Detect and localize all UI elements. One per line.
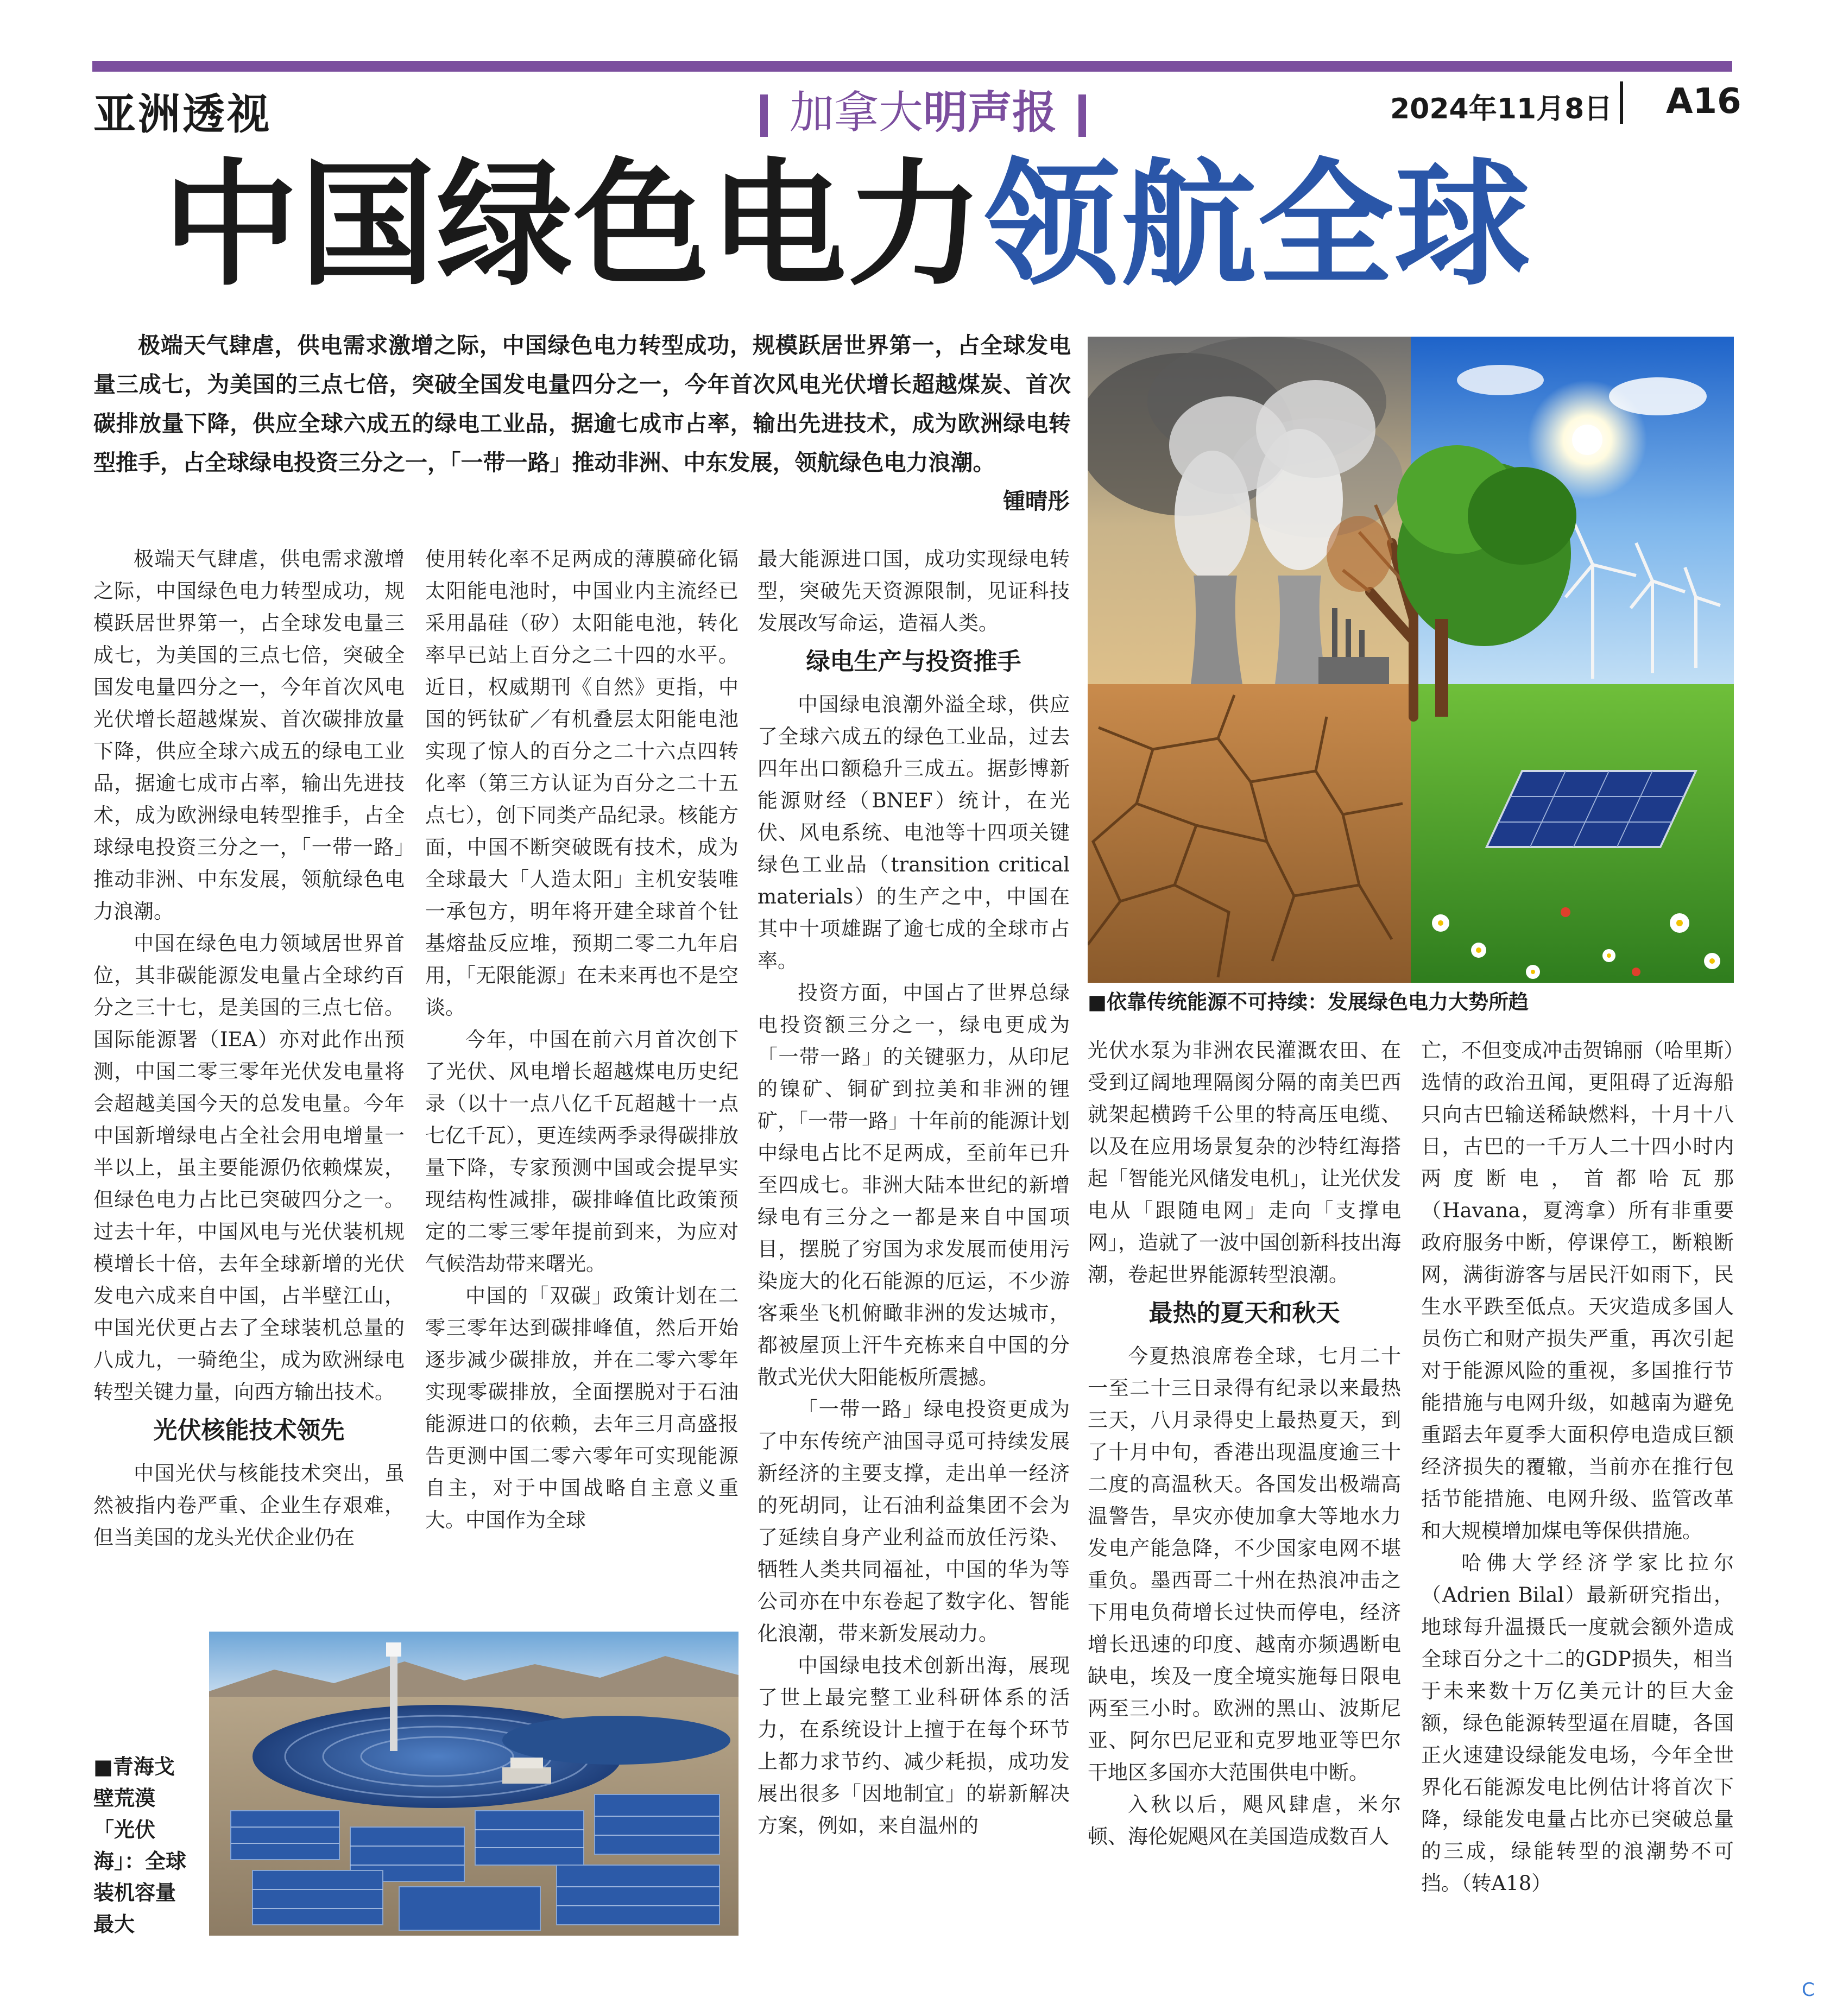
col5-paragraph-2: 哈佛大学经济学家比拉尔（Adrien Bilal）最新研究指出，地球每升温摄氏一度就会额外造成全球百分之十二的GDP损失，相当于未来数十万亿美元计的巨大金额，绿色能源转型逼在眉睫，各国正火速建设绿能发电场，今年全世界化石能源发电比例估计将首次下降，绿能发电量占比亦已突破总量的三成，绿能转型的浪潮势不可挡。（转A18） (1421, 1551, 1734, 1895)
col4-paragraph-3: 入秋以后，飓风肆虐，米尔顿、海伦妮飓风在美国造成数百人 (1088, 1793, 1401, 1848)
lede (93, 326, 1071, 482)
col2-paragraph-1: 使用转化率不足两成的薄膜碲化镉太阳能电池时，中国业内主流经已采用晶硅（矽）太阳能电池，转化率早已站上百分之二十四的水平。近日，权威期刊《自然》更指，中国的钙钛矿／有机叠层太阳能电池实现了惊人的百分之二十六点四转化率（第三方认证为百分之二十五点七），创下同类产品纪录。核能方面，中国不断突破既有技术，成为全球最大「人造太阳」主机安装唯一承包方，明年将开建全球首个钍基熔盐反应堆，预期二零二九年启用，「无限能源」在未来再也不是空谈。 (425, 547, 739, 1019)
article-column-3 (758, 543, 1070, 1842)
header-separator (1620, 81, 1623, 124)
col4-paragraph-1: 光伏水泵为非洲农民灌溉农田、在受到辽阔地理隔阂分隔的南美巴西就架起横跨千公里的特高压电缆、以及在应用场景复杂的沙特红海搭起「智能光风储发电机」，让光伏发电从「跟随电网」走向「支撑电网」，造就了一波中国创新科技出海潮，卷起世界能源转型浪潮。 (1088, 1039, 1401, 1286)
col1-subhead: 光伏核能技术领先 (153, 1417, 345, 1444)
masthead-bar-right (1078, 94, 1086, 137)
photo1-caption: ■依靠传统能源不可持续：发展绿色电力大势所趋 (1088, 990, 1529, 1014)
photo2-caption: ■青海戈壁荒漠「光伏海」：全球装机容量最大 (93, 1755, 187, 1936)
col3-paragraph-2: 中国绿电浪潮外溢全球，供应了全球六成五的绿色工业品，过去四年出口额稳升三成五。据彭博新能源财经（BNEF）统计，在光伏、风电系统、电池等十四项关键绿色工业品（transition critical materials）的生产之中，中国在其中十项雄踞了逾七成的全球市占率。 (758, 693, 1070, 972)
col2-paragraph-2: 今年，中国在前六月首次创下了光伏、风电增长超越煤电历史纪录（以十一点八亿千瓦超越十一点七亿千瓦），更连续两季录得碳排放量下降，专家预测中国或会提早实现结构性减排，碳排峰值比政策预定的二零三零年提前到来，为应对气候浩劫带来曙光。 (425, 1028, 739, 1275)
col1-paragraph-1: 极端天气肆虐，供电需求激增之际，中国绿色电力转型成功，规模跃居世界第一，占全球发电量三成七，为美国的三点七倍，突破全国发电量四分之一，今年首次风电光伏增长超越煤炭、首次碳排放量下降，供应全球六成五的绿电工业品，据逾七成市占率，输出先进技术，成为欧洲绿电转型推手，占全球绿电投资三分之一，「一带一路」推动非洲、中东发展，领航绿色电力浪潮。 (93, 547, 405, 923)
section-title: 亚洲透视 (93, 90, 272, 139)
masthead-prefix: 加拿大 (790, 87, 924, 138)
photo-solar-field (209, 1632, 739, 1936)
col3-subhead: 绿电生产与投资推手 (806, 648, 1021, 675)
col3-paragraph-4: 「一带一路」绿电投资更成为了中东传统产油国寻觅可持续发展新经济的主要支撑，走出单一经济的死胡同，让石油利益集团不会为了延续自身产业利益而放任污染、牺牲人类共同福祉，中国的华为等公司亦在中东卷起了数字化、智能化浪潮，带来新发展动力。 (758, 1398, 1070, 1645)
energy-contrast-illustration (1088, 337, 1734, 983)
corner-mark: C (1802, 1979, 1815, 2001)
headline (163, 146, 1531, 304)
col3-paragraph-5: 中国绿电技术创新出海，展现了世上最完整工业科研体系的活力，在系统设计上擅于在每个环节上都力求节约、减少耗损，成功发展出很多「因地制宜」的崭新解决方案，例如，来自温州的 (758, 1654, 1070, 1837)
issue-date: 2024年11月8日 (1390, 93, 1613, 125)
masthead (739, 77, 1108, 141)
col3-paragraph-3: 投资方面，中国占了世界总绿电投资额三分之一，绿电更成为「一带一路」的关键驱力，从印尼的镍矿、铜矿到拉美和非洲的锂矿，「一带一路」十年前的能源计划中绿电占比不足两成，至前年已升至四成七。非洲大陆本世纪的新增绿电有三分之一都是来自中国项目，摆脱了穷国为求发展而使用污染庞大的化石能源的厄运，不少游客乘坐飞机俯瞰非洲的发达城市，都被屋顶上汗牛充栋来自中国的分散式光伏大阳能板所震撼。 (758, 981, 1070, 1389)
headline-part2: 领航全球 (984, 146, 1531, 304)
col1-paragraph-2: 中国在绿色电力领域居世界首位，其非碳能源发电量占全球约百分之三十七，是美国的三点七倍。国际能源署（IEA）亦对此作出预测，中国二零三零年光伏发电量将会超越美国今天的总发电量。今年中国新增绿电占全社会用电增量一半以上，虽主要能源仍依赖煤炭，但绿色电力占比已突破四分之一。过去十年，中国风电与光伏装机规模增长十倍，去年全球新增的光伏发电六成来自中国，占半壁江山，中国光伏更占去了全球装机总量的八成九，一骑绝尘，成为欧洲绿电转型关键力量，向西方输出技术。 (93, 932, 405, 1404)
photo-energy-contrast (1088, 337, 1734, 983)
col4-subhead: 最热的夏天和秋天 (1148, 1299, 1340, 1327)
page-number: A16 (1666, 81, 1741, 122)
col3-paragraph-1: 最大能源进口国，成功实现绿电转型，突破先天资源限制，见证科技发展改写命运，造福人类。 (758, 547, 1070, 635)
lede-text: 极端天气肆虐，供电需求激增之际，中国绿色电力转型成功，规模跃居世界第一，占全球发电量三成七，为美国的三点七倍，突破全国发电量四分之一，今年首次风电光伏增长超越煤炭、首次碳排放量下降，供应全球六成五的绿电工业品，据逾七成市占率，输出先进技术，成为欧洲绿电转型推手，占全球绿电投资三分之一，「一带一路」推动非洲、中东发展，领航绿色电力浪潮。 (93, 332, 1071, 476)
masthead-name: 明声报 (923, 87, 1057, 138)
col2-paragraph-3: 中国的「双碳」政策计划在二零三零年达到碳排峰值，然后开始逐步减少碳排放，并在二零六零年实现零碳排放，全面摆脱对于石油能源进口的依赖，去年三月高盛报告更测中国二零六零年可实现能源自主，对于中国战略自主意义重大。中国作为全球 (425, 1284, 739, 1532)
col1-paragraph-3: 中国光伏与核能技术突出，虽然被指内卷严重、企业生存艰难，但当美国的龙头光伏企业仍在 (93, 1462, 405, 1549)
masthead-bar-left (760, 94, 768, 137)
headline-part1: 中国绿色电力 (163, 146, 984, 304)
col5-paragraph-1: 亡，不但变成冲击贺锦丽（哈里斯）选情的政治丑闻，更阻碍了近海船只向古巴输送稀缺燃料，十月十八日，古巴的一千万人二十四小时内两度断电，首都哈瓦那（Havana，夏湾拿）所有非重要政府服务中断，停课停工，断粮断网，满街游客与居民汗如雨下，民生水平跌至低点。天灾造成多国人员伤亡和财产损失严重，再次引起对于能源风险的重视，多国推行节能措施与电网升级，如越南为避免重蹈去年夏季大面积停电造成巨额经济损失的覆辙，当前亦在推行包括节能措施、电网升级、监管改革和大规模增加煤电等保供措施。 (1421, 1039, 1734, 1543)
article-column-4 (1088, 1034, 1401, 1853)
solar-field-illustration (209, 1632, 739, 1936)
article-column-2 (425, 543, 739, 1536)
byline: 锺晴彤 (1003, 488, 1070, 514)
article-column-5 (1421, 1034, 1734, 1899)
col4-paragraph-2: 今夏热浪席卷全球，七月二十一至二十三日录得有纪录以来最热三天，八月录得史上最热夏天，到了十月中旬，香港出现温度逾三十二度的高温秋天。各国发出极端高温警告，旱灾亦使加拿大等地水力发电产能急降，不少国家电网不堪重负。墨西哥二十州在热浪冲击之下用电负荷增长过快而停电，经济增长迅速的印度、越南亦频遇断电缺电，埃及一度全境实施每日限电两至三小时。欧洲的黑山、波斯尼亚、阿尔巴尼亚和克罗地亚等巴尔干地区多国亦大范围供电中断。 (1088, 1344, 1401, 1784)
article-column-1 (93, 543, 405, 1553)
top-rule (92, 61, 1732, 72)
